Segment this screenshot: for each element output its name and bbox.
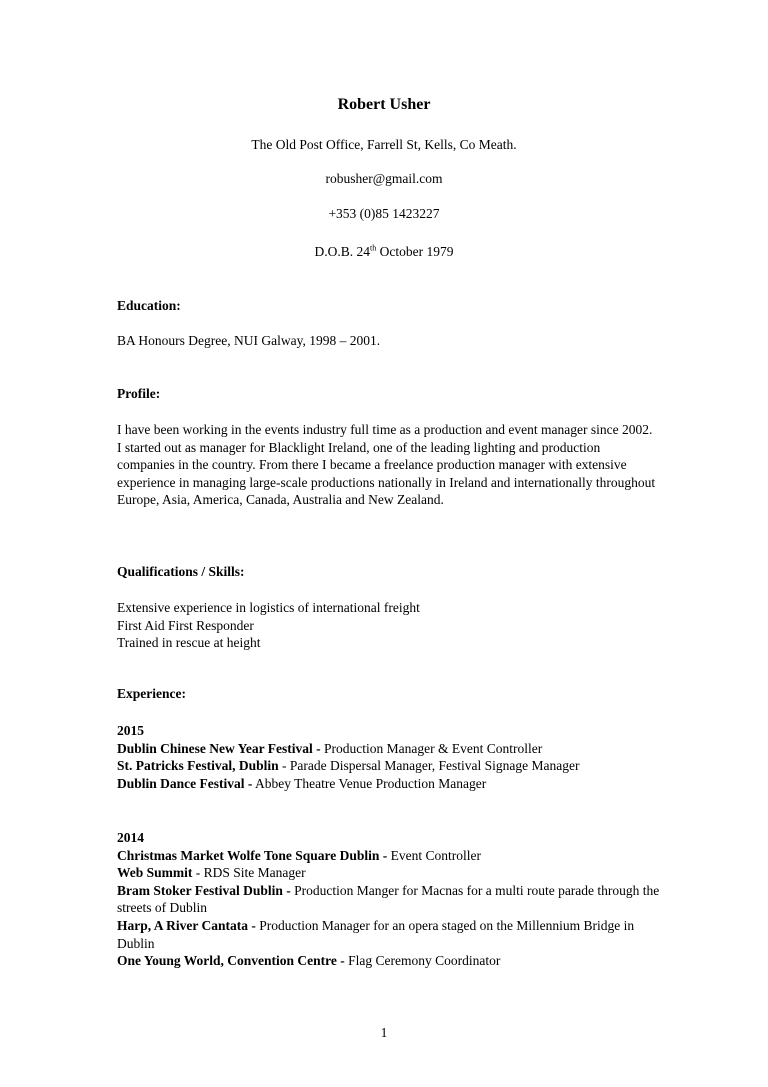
skills-list xyxy=(117,599,662,652)
skill-item: Trained in rescue at height xyxy=(117,635,261,651)
experience-entry xyxy=(117,775,662,793)
year-label: 2015 xyxy=(117,723,144,738)
profile-text: I have been working in the events industry full time as a production and event manager since 2002. I started out as manager for Blacklight Ireland, one of the leading lighting and production companies in the country. From there I became a freelance production manager with extensive experience in managing large-scale productions nationally in Ireland and internationally throughout Europe, Asia, America, Canada, Australia and New Zealand. xyxy=(117,422,656,508)
event-name: One Young World, Convention Centre - xyxy=(117,953,345,969)
experience-entry xyxy=(117,864,662,882)
event-role: Production Manager & Event Controller xyxy=(320,740,543,756)
education-text: BA Honours Degree, NUI Galway, 1998 – 2001. xyxy=(117,333,381,348)
event-name: Bram Stoker Festival Dublin - xyxy=(117,882,291,898)
year-label: 2014 xyxy=(117,830,144,845)
dob-suffix: October 1979 xyxy=(376,244,454,259)
event-name: Harp, A River Cantata - xyxy=(117,917,256,933)
event-role: Flag Ceremony Coordinator xyxy=(344,953,501,969)
experience-year-2014 xyxy=(117,829,662,970)
event-role: - RDS Site Manager xyxy=(192,865,306,881)
experience-entry xyxy=(117,740,662,758)
applicant-name: Robert Usher xyxy=(337,96,431,113)
experience-entry xyxy=(117,917,662,952)
skills-heading: Qualifications / Skills: xyxy=(117,564,245,579)
page-number: 1 xyxy=(380,1025,388,1040)
experience-entry xyxy=(117,757,662,775)
event-role: Production Manager for an opera staged on the Millennium Bridge in Dublin xyxy=(117,917,635,951)
event-role: Production Manger for Macnas for a multi route parade through the streets of Dublin xyxy=(117,882,660,916)
event-role: - Parade Dispersal Manager, Festival Signage Manager xyxy=(278,758,580,774)
experience-entry xyxy=(117,952,662,970)
dob-prefix: D.O.B. 24 xyxy=(314,244,371,259)
experience-year-2015 xyxy=(117,722,662,792)
skill-item: First Aid First Responder xyxy=(117,617,254,633)
event-name: Dublin Dance Festival - xyxy=(117,775,253,791)
experience-entry xyxy=(117,847,662,865)
experience-entry xyxy=(117,882,662,917)
education-heading: Education: xyxy=(117,298,181,313)
event-name: Dublin Chinese New Year Festival - xyxy=(117,740,321,756)
event-role: Event Controller xyxy=(387,847,482,863)
event-name: Web Summit xyxy=(117,865,193,881)
event-name: St. Patricks Festival, Dublin xyxy=(117,758,279,774)
dob-ordinal: th xyxy=(370,243,377,253)
date-of-birth xyxy=(0,244,768,260)
event-name: Christmas Market Wolfe Tone Square Dublin - xyxy=(117,847,388,863)
address: The Old Post Office, Farrell St, Kells, Co Meath. xyxy=(251,137,517,152)
event-role: Abbey Theatre Venue Production Manager xyxy=(252,775,487,791)
experience-heading: Experience: xyxy=(117,686,186,701)
profile-heading: Profile: xyxy=(117,386,161,401)
phone: +353 (0)85 1423227 xyxy=(328,206,440,221)
email: robusher@gmail.com xyxy=(325,171,443,186)
skill-item: Extensive experience in logistics of international freight xyxy=(117,600,420,615)
